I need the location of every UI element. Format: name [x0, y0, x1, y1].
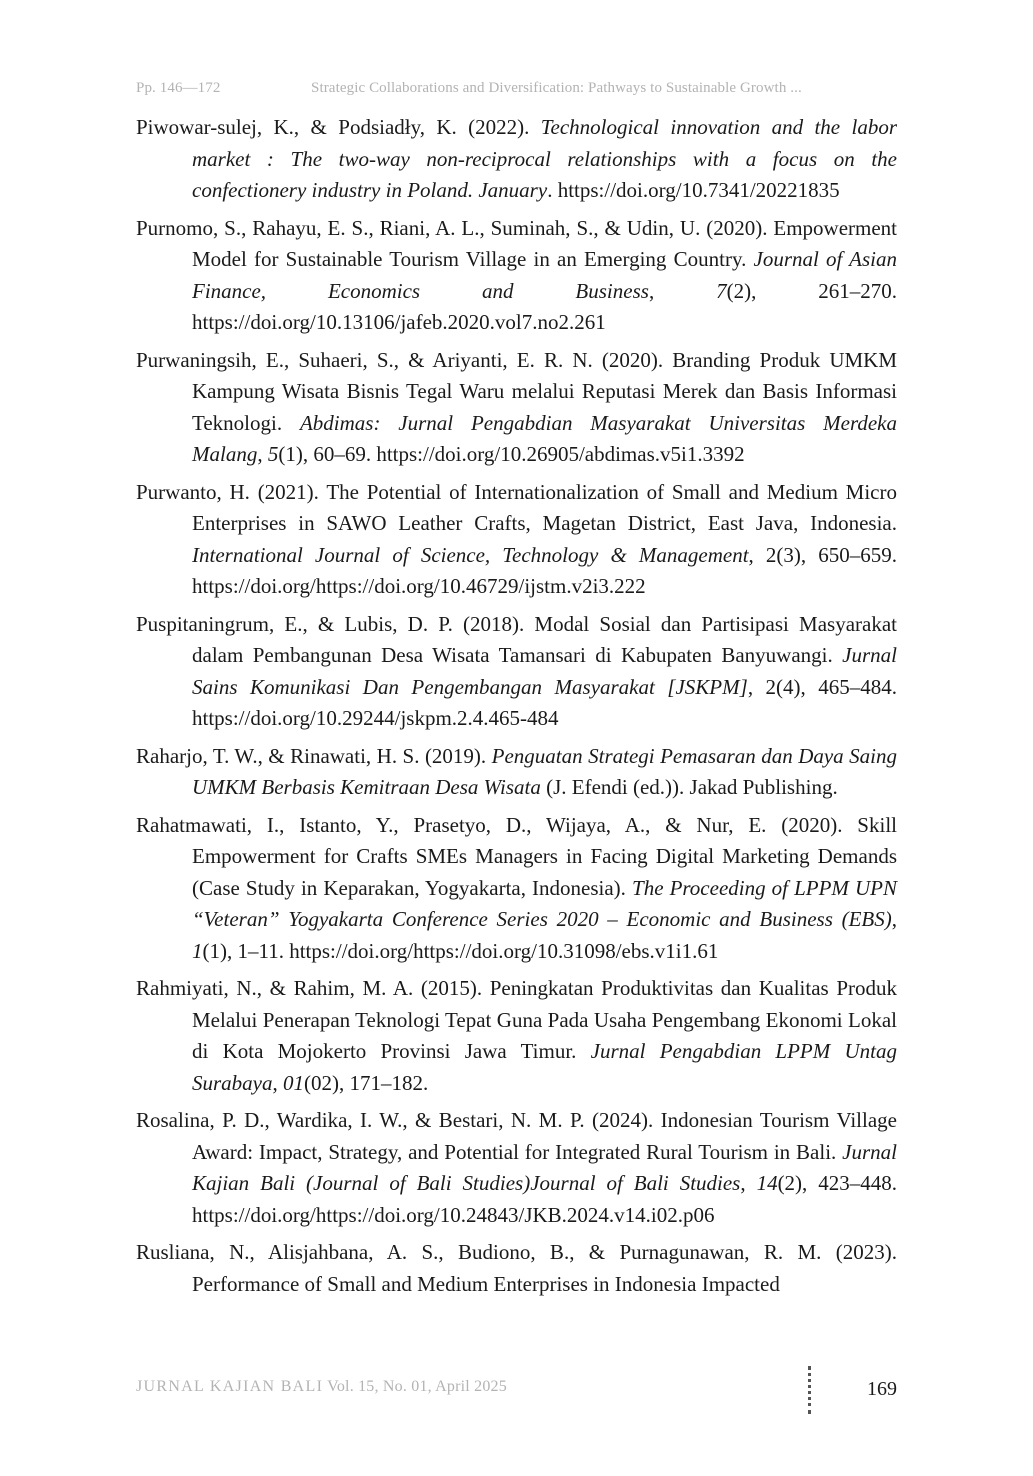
footer-dotted-divider [808, 1366, 811, 1414]
reference-volume: 5 [267, 442, 279, 466]
reference-text: , 2(4), 465–484. https://doi.org/10.29244/jskpm.2.4.465-484 [192, 674, 897, 730]
reference-italic: Journal of Asian Finance, Economics and Business [192, 247, 897, 303]
reference-text: Purwaningsih, E., Suhaeri, S., & Ariyanti, E. R. N. (2020). Branding Produk UMKM Kampung Wisata Bisnis Tegal Waru melalui Reputasi Merek dan Basis Informasi Teknologi. [136, 347, 897, 435]
reference-entry [136, 1105, 897, 1231]
reference-italic: Jurnal Pengabdian LPPM Untag Surabaya [192, 1039, 897, 1095]
reference-entry [136, 345, 897, 471]
reference-italic: Technological innovation and the labor market : The two-way non-reciprocal relationships with a focus on the confectionery industry in Poland. January [192, 115, 897, 202]
reference-italic: Penguatan Strategi Pemasaran dan Daya Saing UMKM Berbasis Kemitraan Desa Wisata [192, 743, 897, 799]
reference-entry [136, 609, 897, 735]
reference-text: Raharjo, T. W., & Rinawati, H. S. (2019). [136, 743, 492, 768]
reference-entry [136, 810, 897, 968]
reference-text: (J. Efendi (ed.)). Jakad Publishing. [540, 775, 838, 799]
reference-text: (1), 1–11. https://doi.org/https://doi.org/10.31098/ebs.v1i1.61 [202, 938, 719, 963]
reference-text: Purnomo, S., Rahayu, E. S., Riani, A. L., Suminah, S., & Udin, U. (2020). Empowerment Model for Sustainable Tourism Village in an Emerging Country. [136, 215, 897, 271]
reference-text: Rahatmawati, I., Istanto, Y., Prasetyo, D., Wijaya, A., & Nur, E. (2020). Skill Empowerment for Crafts SMEs Managers in Facing Digital Marketing Demands (Case Study in Keparakan, Yogyakarta, Indonesia). [136, 812, 897, 900]
reference-italic: Abdimas: Jurnal Pengabdian Masyarakat Universitas Merdeka Malang [192, 410, 897, 466]
page-range: Pp. 146—172 [136, 80, 221, 96]
reference-text: Purwanto, H. (2021). The Potential of Internationalization of Small and Medium Micro Enterprises in SAWO Leather Crafts, Magetan District, East Java, Indonesia. [136, 479, 897, 535]
reference-text: (02), 171–182. [304, 1070, 429, 1095]
article-short-title: Strategic Collaborations and Diversification: Pathways to Sustainable Growth ... [311, 80, 802, 96]
reference-italic: International Journal of Science, Technology & Management [192, 542, 749, 567]
reference-entry [136, 973, 897, 1099]
reference-entry [136, 112, 897, 207]
reference-text: (1), 60–69. https://doi.org/10.26905/abdimas.v5i1.3392 [278, 442, 745, 466]
reference-text: , [272, 1070, 283, 1095]
reference-volume: 14 [756, 1171, 778, 1195]
reference-entry [136, 741, 897, 804]
reference-text: (2), 261–270. https://doi.org/10.13106/jafeb.2020.vol7.no2.261 [192, 278, 898, 334]
reference-entry [136, 213, 897, 339]
reference-volume: 01 [283, 1070, 304, 1095]
reference-italic: The Proceeding of LPPM UPN “Veteran” Yogyakarta Conference Series 2020 – Economic and Business (EBS) [192, 875, 897, 931]
reference-text: . https://doi.org/10.7341/20221835 [547, 178, 840, 202]
reference-text: Puspitaningrum, E., & Lubis, D. P. (2018). Modal Sosial dan Partisipasi Masyarakat dalam Pembangunan Desa Wisata Tamansari di Kabupaten Banyuwangi. [136, 611, 897, 667]
reference-entry [136, 1237, 897, 1300]
reference-volume: 7 [716, 278, 727, 303]
reference-italic: Jurnal Kajian Bali (Journal of Bali Studies)Journal of Bali Studies [192, 1139, 897, 1195]
running-head [136, 80, 897, 102]
reference-italic: Jurnal Sains Komunikasi Dan Pengembangan Masyarakat [JSKPM] [192, 643, 897, 699]
reference-text: Rosalina, P. D., Wardika, I. W., & Bestari, N. M. P. (2024). Indonesian Tourism Village Award: Impact, Strategy, and Potential for Integrated Rural Tourism in Bali. [136, 1108, 897, 1164]
reference-text: , [648, 278, 717, 303]
page-number: 169 [867, 1378, 897, 1400]
journal-issue: Vol. 15, No. 01, April 2025 [323, 1378, 507, 1395]
reference-text: , [740, 1171, 757, 1195]
reference-text: , 2(3), 650–659. https://doi.org/https://doi.org/10.46729/ijstm.v2i3.222 [192, 542, 897, 598]
reference-volume: 1 [192, 938, 203, 963]
reference-text: (2), 423–448. https://doi.org/https://doi.org/10.24843/JKB.2024.v14.i02.p06 [192, 1171, 897, 1227]
reference-entry [136, 477, 897, 603]
footer-journal-info [136, 1378, 507, 1396]
journal-name: JURNAL KAJIAN BALI [136, 1378, 324, 1395]
reference-list [136, 112, 897, 1306]
reference-text: Piwowar-sulej, K., & Podsiadły, K. (2022). [136, 115, 541, 139]
reference-text: , [891, 907, 897, 931]
reference-text: Rahmiyati, N., & Rahim, M. A. (2015). Peningkatan Produktivitas dan Kualitas Produk Melalui Penerapan Teknologi Tepat Guna Pada Usaha Pengembang Ekonomi Lokal di Kota Mojokerto Provinsi Jawa Timur. [136, 976, 897, 1063]
reference-text: , [257, 442, 268, 466]
reference-text: Rusliana, N., Alisjahbana, A. S., Budiono, B., & Purnagunawan, R. M. (2023). Performance of Small and Medium Enterprises in Indonesia Impacted [136, 1240, 897, 1296]
